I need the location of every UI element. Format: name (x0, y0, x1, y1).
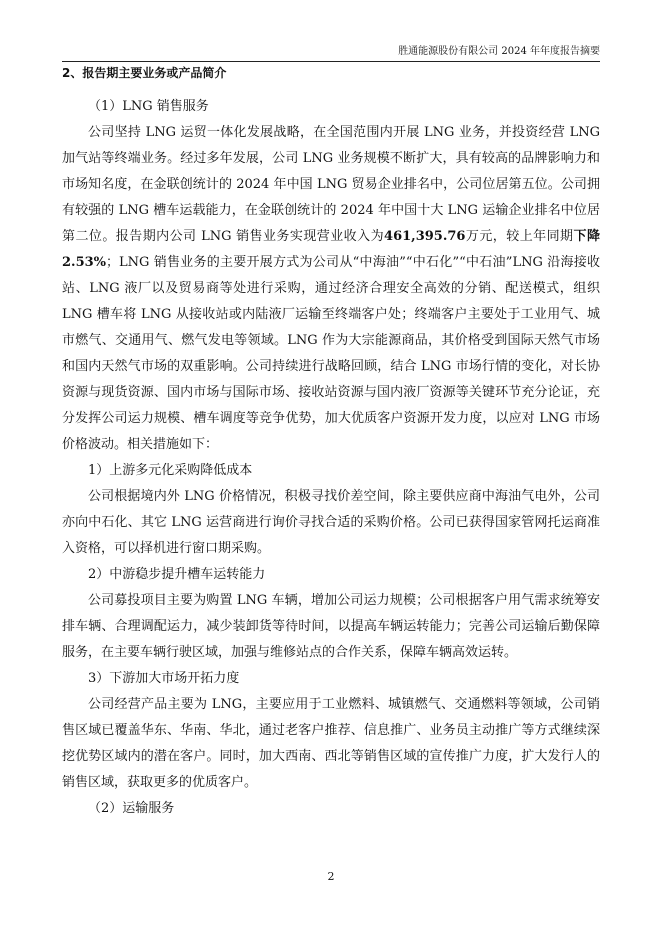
section-title: 2、报告期主要业务或产品简介 (62, 66, 227, 80)
intro-text-3: ；LNG 销售业务的主要开展方式为公司从“中海油”“中石化”“中石油”LNG 沿海接收站、LNG 液厂以及贸易商等处进行采购，通过经济合理安全高效的分销、配送模式，组织 LNG 槽车将 LNG 从接收站或内陆液厂运输至终端客户处；终端客户主要处于工业用气、城市燃气、交通用气、燃气发电等领域。LNG 作为大宗能源商品，其价格受到国际天然气市场和国内天然气市场的双重影响。公司持续进行战略回顾，结合 LNG 市场行情的变化，对长协资源与现货资源、国内市场与国际市场、接收站资源与国内液厂资源等关键环节充分论证，充分发挥公司运力规模、槽车调度等竞争优势，加大优质客户资源开发力度，以应对 LNG 市场价格波动。相关措施如下： (62, 255, 600, 452)
revenue-value: 461,395.76 (384, 229, 466, 244)
lng-sales-intro (62, 120, 600, 458)
page-number: 2 (327, 870, 335, 883)
upstream-heading: 1）上游多元化采购降低成本 (88, 463, 253, 478)
midstream-heading: 2）中游稳步提升槽车运转能力 (88, 567, 266, 582)
transport-heading: （2）运输服务 (88, 801, 175, 816)
yoy-change: 下降 2.53% (62, 229, 600, 270)
upstream-text: 公司根据境内外 LNG 价格情况，积极寻找价差空间，除主要供应商中海油气电外，公司亦向中石化、其它 LNG 运营商进行询价寻找合适的采购价格。公司已获得国家管网托运商准入资格，可以择机进行窗口期采购。 (62, 489, 600, 556)
downstream-heading: 3）下游加大市场开拓力度 (88, 671, 240, 686)
midstream-text: 公司募投项目主要为购置 LNG 车辆，增加公司运力规模；公司根据客户用气需求统筹安排车辆、合理调配运力，减少装卸货等待时间，以提高车辆运转能力；完善公司运输后勤保障服务，在主要车辆行驶区域，加强与维修站点的合作关系，保障车辆高效运转。 (62, 593, 600, 660)
downstream-text: 公司经营产品主要为 LNG，主要应用于工业燃料、城镇燃气、交通燃料等领域，公司销售区域已覆盖华东、华南、华北，通过老客户推荐、信息推广、业务员主动推广等方式继续深挖优势区域内的潜在客户。同时，加大西南、西北等销售区域的宣传推广力度，扩大发行人的销售区域，获取更多的优质客户。 (62, 697, 600, 790)
document-header (62, 44, 600, 60)
lng-sales-heading: （1）LNG 销售服务 (88, 99, 209, 114)
header-title: 胜通能源股份有限公司 2024 年年度报告摘要 (398, 46, 600, 57)
document-body (62, 94, 600, 822)
intro-text-2: 万元，较上年同期 (465, 229, 574, 244)
header-divider (62, 61, 600, 62)
intro-text-1: 公司坚持 LNG 运贸一体化发展战略，在全国范围内开展 LNG 业务，并投资经营 LNG 加气站等终端业务。经过多年发展，公司 LNG 业务规模不断扩大，具有较高的品牌影响力和市场知名度，在金联创统计的 2024 年中国 LNG 贸易企业排名中，公司位居第五位。公司拥有较强的 LNG 槽车运载能力，在金联创统计的 2024 年中国十大 LNG 运输企业排名中位居第二位。报告期内公司 LNG 销售业务实现营业收入为 (62, 125, 600, 244)
